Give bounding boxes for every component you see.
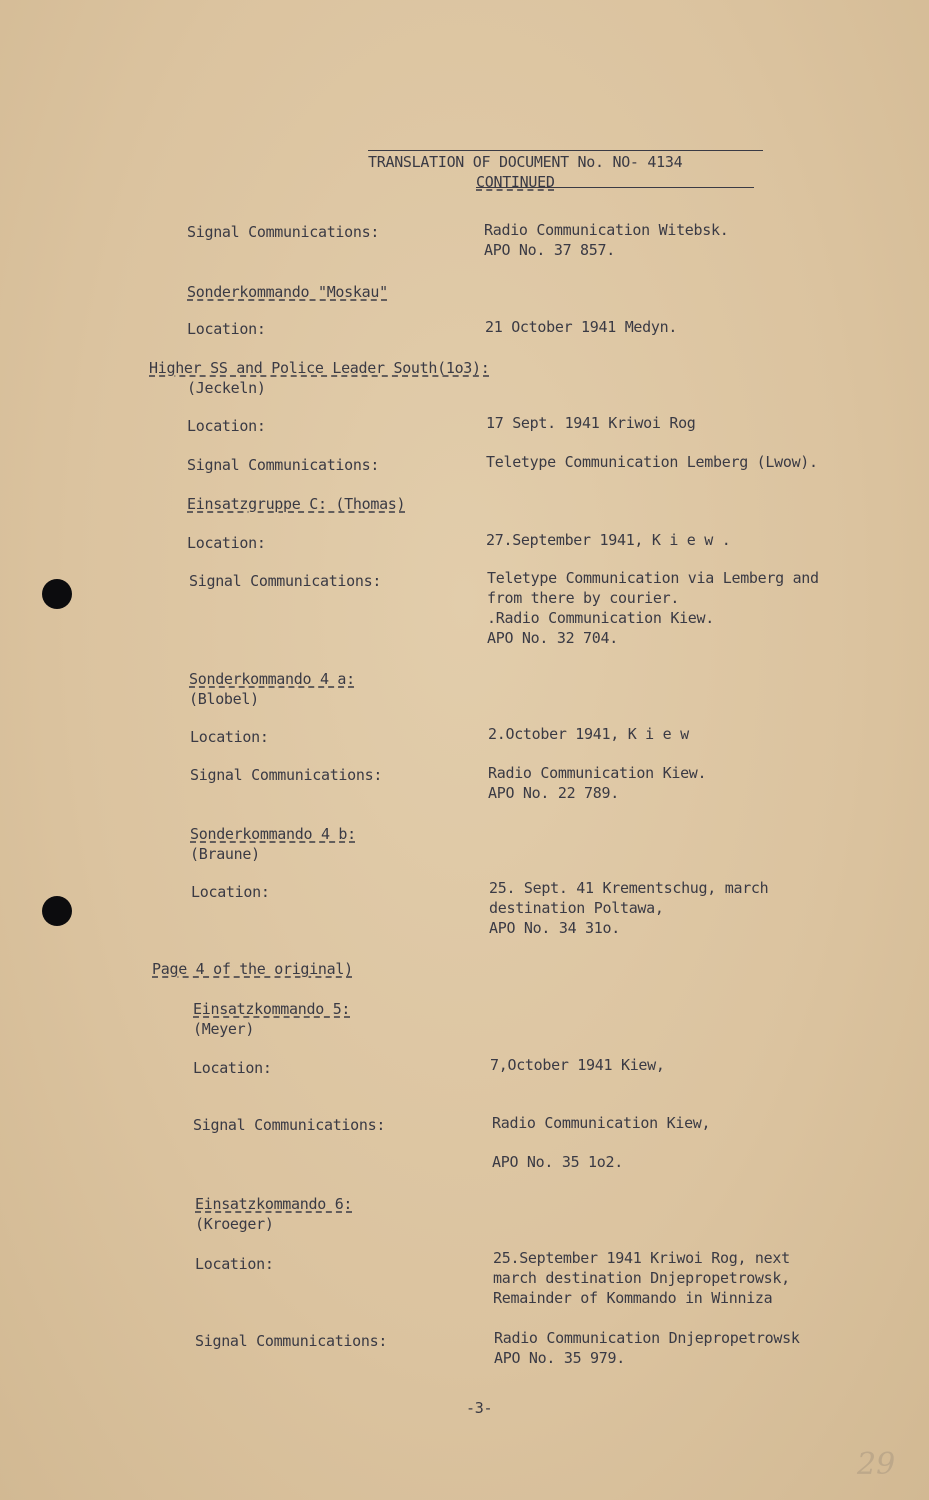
- entry-value: 2.October 1941, K i e w: [488, 725, 689, 743]
- entry-value: 25.September 1941 Kriwoi Rog, next march destination Dnjepropetrowsk, Remainder of Kommando in Winniza: [493, 1249, 790, 1307]
- punch-hole-bottom: [42, 896, 72, 926]
- entry-value: 25. Sept. 41 Krementschug, march destination Poltawa, APO No. 34 31o.: [489, 879, 769, 937]
- unit-heading: Einsatzgruppe C: (Thomas): [187, 495, 406, 513]
- entry-value: 27.September 1941, K i e w .: [486, 531, 731, 549]
- entry-label: Location:: [190, 728, 269, 746]
- entry-value: Radio Communication Kiew,: [492, 1114, 711, 1132]
- entry-value: Radio Communication Kiew. APO No. 22 789.: [488, 764, 707, 802]
- entry-value: Teletype Communication Lemberg (Lwow).: [486, 453, 818, 471]
- entry-value: Teletype Communication via Lemberg and from there by courier. .Radio Communication Kiew. APO No. 32 704.: [487, 569, 819, 647]
- punch-hole-top: [42, 579, 72, 609]
- unit-commander: (Braune): [190, 845, 260, 863]
- entry-label: Signal Communications:: [187, 223, 380, 241]
- page-number: -3-: [466, 1399, 493, 1417]
- unit-commander: (Blobel): [189, 690, 259, 708]
- entry-value: 7,October 1941 Kiew,: [490, 1056, 665, 1074]
- entry-value: Radio Communication Witebsk. APO No. 37 857.: [484, 221, 729, 259]
- unit-heading: Einsatzkommando 5:: [193, 1000, 351, 1018]
- entry-label: Signal Communications:: [189, 572, 382, 590]
- document-title: TRANSLATION OF DOCUMENT No. NO- 4134: [368, 153, 683, 171]
- entry-value: 21 October 1941 Medyn.: [485, 318, 678, 336]
- unit-heading: Sonderkommando 4 b:: [190, 825, 356, 843]
- entry-label: Signal Communications:: [190, 766, 383, 784]
- entry-label: Location:: [193, 1059, 272, 1077]
- header-rule-top: [368, 150, 763, 151]
- header-rule-bottom: [476, 187, 754, 188]
- entry-label: Location:: [187, 320, 266, 338]
- unit-heading: Einsatzkommando 6:: [195, 1195, 353, 1213]
- entry-label: Location:: [187, 534, 266, 552]
- entry-label: Signal Communications:: [187, 456, 380, 474]
- unit-commander: (Jeckeln): [187, 379, 266, 397]
- entry-value: Radio Communication Dnjepropetrowsk APO No. 35 979.: [494, 1329, 800, 1367]
- pencil-margin-note: 29: [857, 1447, 896, 1482]
- entry-label: Signal Communications:: [193, 1116, 386, 1134]
- page-reference: Page 4 of the original): [152, 960, 353, 978]
- entry-label: Location:: [187, 417, 266, 435]
- unit-heading: Sonderkommando "Moskau": [187, 283, 388, 301]
- entry-label: Signal Communications:: [195, 1332, 388, 1350]
- unit-commander: (Meyer): [193, 1020, 255, 1038]
- entry-label: Location:: [195, 1255, 274, 1273]
- entry-label: Location:: [191, 883, 270, 901]
- unit-heading: Sonderkommando 4 a:: [189, 670, 355, 688]
- entry-value: APO No. 35 1o2.: [492, 1153, 623, 1171]
- unit-commander: (Kroeger): [195, 1215, 274, 1233]
- document-subtitle: CONTINUED: [476, 173, 555, 191]
- unit-heading: Higher SS and Police Leader South(1o3):: [149, 359, 490, 377]
- entry-value: 17 Sept. 1941 Kriwoi Rog: [486, 414, 696, 432]
